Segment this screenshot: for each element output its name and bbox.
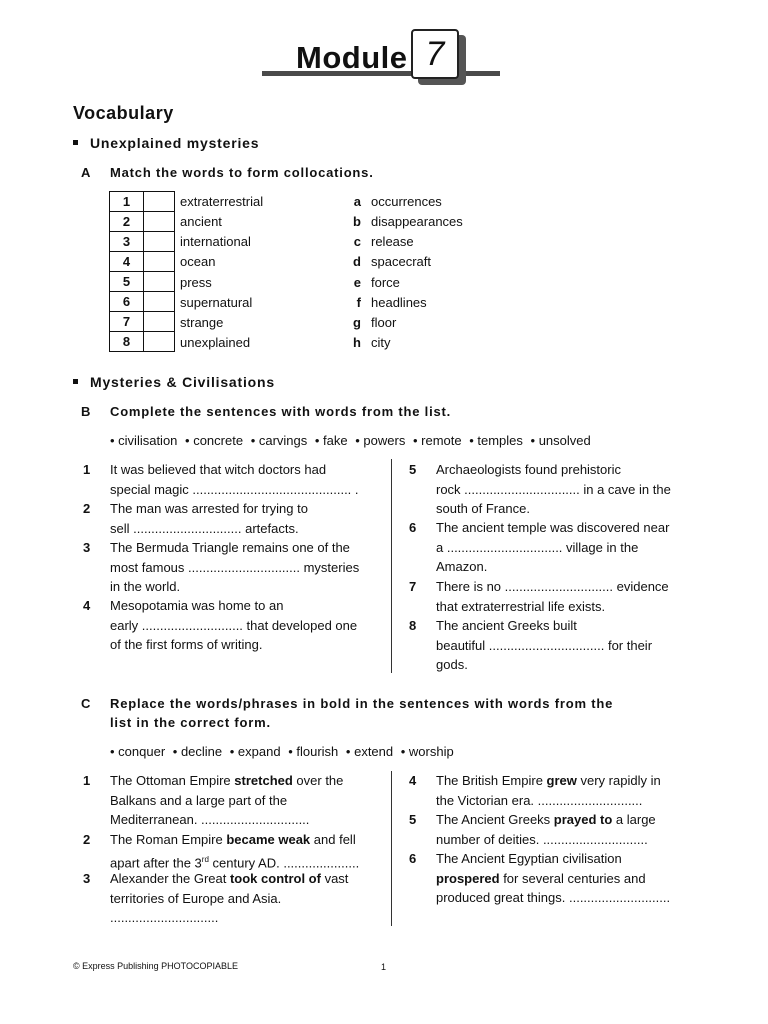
word-3: international [180, 234, 251, 249]
option-word: spacecraft [371, 254, 431, 269]
list-item: • expand [229, 744, 281, 759]
option-letter: f [356, 295, 361, 310]
list-item: • flourish [288, 744, 339, 759]
exercise-c-letter: C [81, 696, 91, 711]
answer-box[interactable] [144, 312, 175, 332]
option-word: floor [371, 315, 397, 330]
table-row: 2 [110, 212, 175, 232]
table-row: 1 [110, 192, 175, 212]
word-8: unexplained [180, 335, 251, 350]
word-list-c [110, 744, 458, 759]
option-letter: e [353, 275, 361, 290]
table-row: 3 [110, 232, 175, 252]
option-word: disappearances [371, 214, 463, 229]
bullet-square-icon [73, 379, 78, 384]
answer-box[interactable] [144, 212, 175, 232]
answer-box[interactable] [144, 232, 175, 252]
word-1: extraterrestrial [180, 194, 264, 209]
answer-box[interactable] [144, 252, 175, 272]
table-row: 4 [110, 252, 175, 272]
option-letter: d [353, 254, 361, 269]
list-item: • worship [400, 744, 454, 759]
option-letter: h [353, 335, 361, 350]
option-word: force [371, 275, 400, 290]
module-number: 7 [411, 29, 459, 79]
option-word: headlines [371, 295, 427, 310]
table-row: 8 [110, 332, 175, 352]
column-divider [391, 459, 392, 673]
module-title: Module [296, 40, 408, 75]
list-item: • extend [345, 744, 394, 759]
table-row: 5 [110, 272, 175, 292]
exercise-b-instruction: Complete the sentences with words from the list. [110, 404, 452, 419]
list-item: • remote [412, 433, 462, 448]
exercise-b-letter: B [81, 404, 91, 419]
word-4: ocean [180, 254, 216, 269]
option-letter: g [353, 315, 361, 330]
answer-box[interactable] [144, 272, 175, 292]
exercise-c-instruction: Replace the words/phrases in bold in the sentences with words from the list in the correct form. [110, 696, 614, 730]
section-title: Vocabulary [73, 103, 174, 123]
answer-box[interactable] [144, 332, 175, 352]
subheading-mysteries: Mysteries & Civilisations [73, 374, 275, 390]
word-2: ancient [180, 214, 222, 229]
exercise-a-instruction: Match the words to form collocations. [110, 165, 374, 180]
answer-box[interactable] [144, 192, 175, 212]
list-item: • fake [314, 433, 348, 448]
exercise-a-letter: A [81, 165, 91, 180]
word-6: supernatural [180, 295, 253, 310]
list-item: • unsolved [530, 433, 591, 448]
list-item: • civilisation [110, 433, 178, 448]
match-table [109, 191, 175, 352]
word-7: strange [180, 315, 224, 330]
list-item: • powers [355, 433, 406, 448]
table-row: 7 [110, 312, 175, 332]
word-list-b [110, 433, 595, 448]
list-item: • carvings [250, 433, 308, 448]
option-word: release [371, 234, 414, 249]
page-number: 1 [381, 962, 387, 972]
table-row: 6 [110, 292, 175, 312]
bullet-square-icon [73, 140, 78, 145]
footer-copyright: © Express Publishing PHOTOCOPIABLE [73, 961, 239, 971]
word-5: press [180, 275, 212, 290]
option-word: occurrences [371, 194, 442, 209]
option-word: city [371, 335, 391, 350]
option-letter: a [353, 194, 361, 209]
answer-box[interactable] [144, 292, 175, 312]
column-divider [391, 771, 392, 926]
subheading-unexplained: Unexplained mysteries [73, 135, 259, 151]
list-item: • concrete [185, 433, 244, 448]
list-item: • conquer [110, 744, 166, 759]
option-letter: b [353, 214, 361, 229]
list-item: • decline [172, 744, 223, 759]
option-letter: c [353, 234, 361, 249]
list-item: • temples [469, 433, 523, 448]
